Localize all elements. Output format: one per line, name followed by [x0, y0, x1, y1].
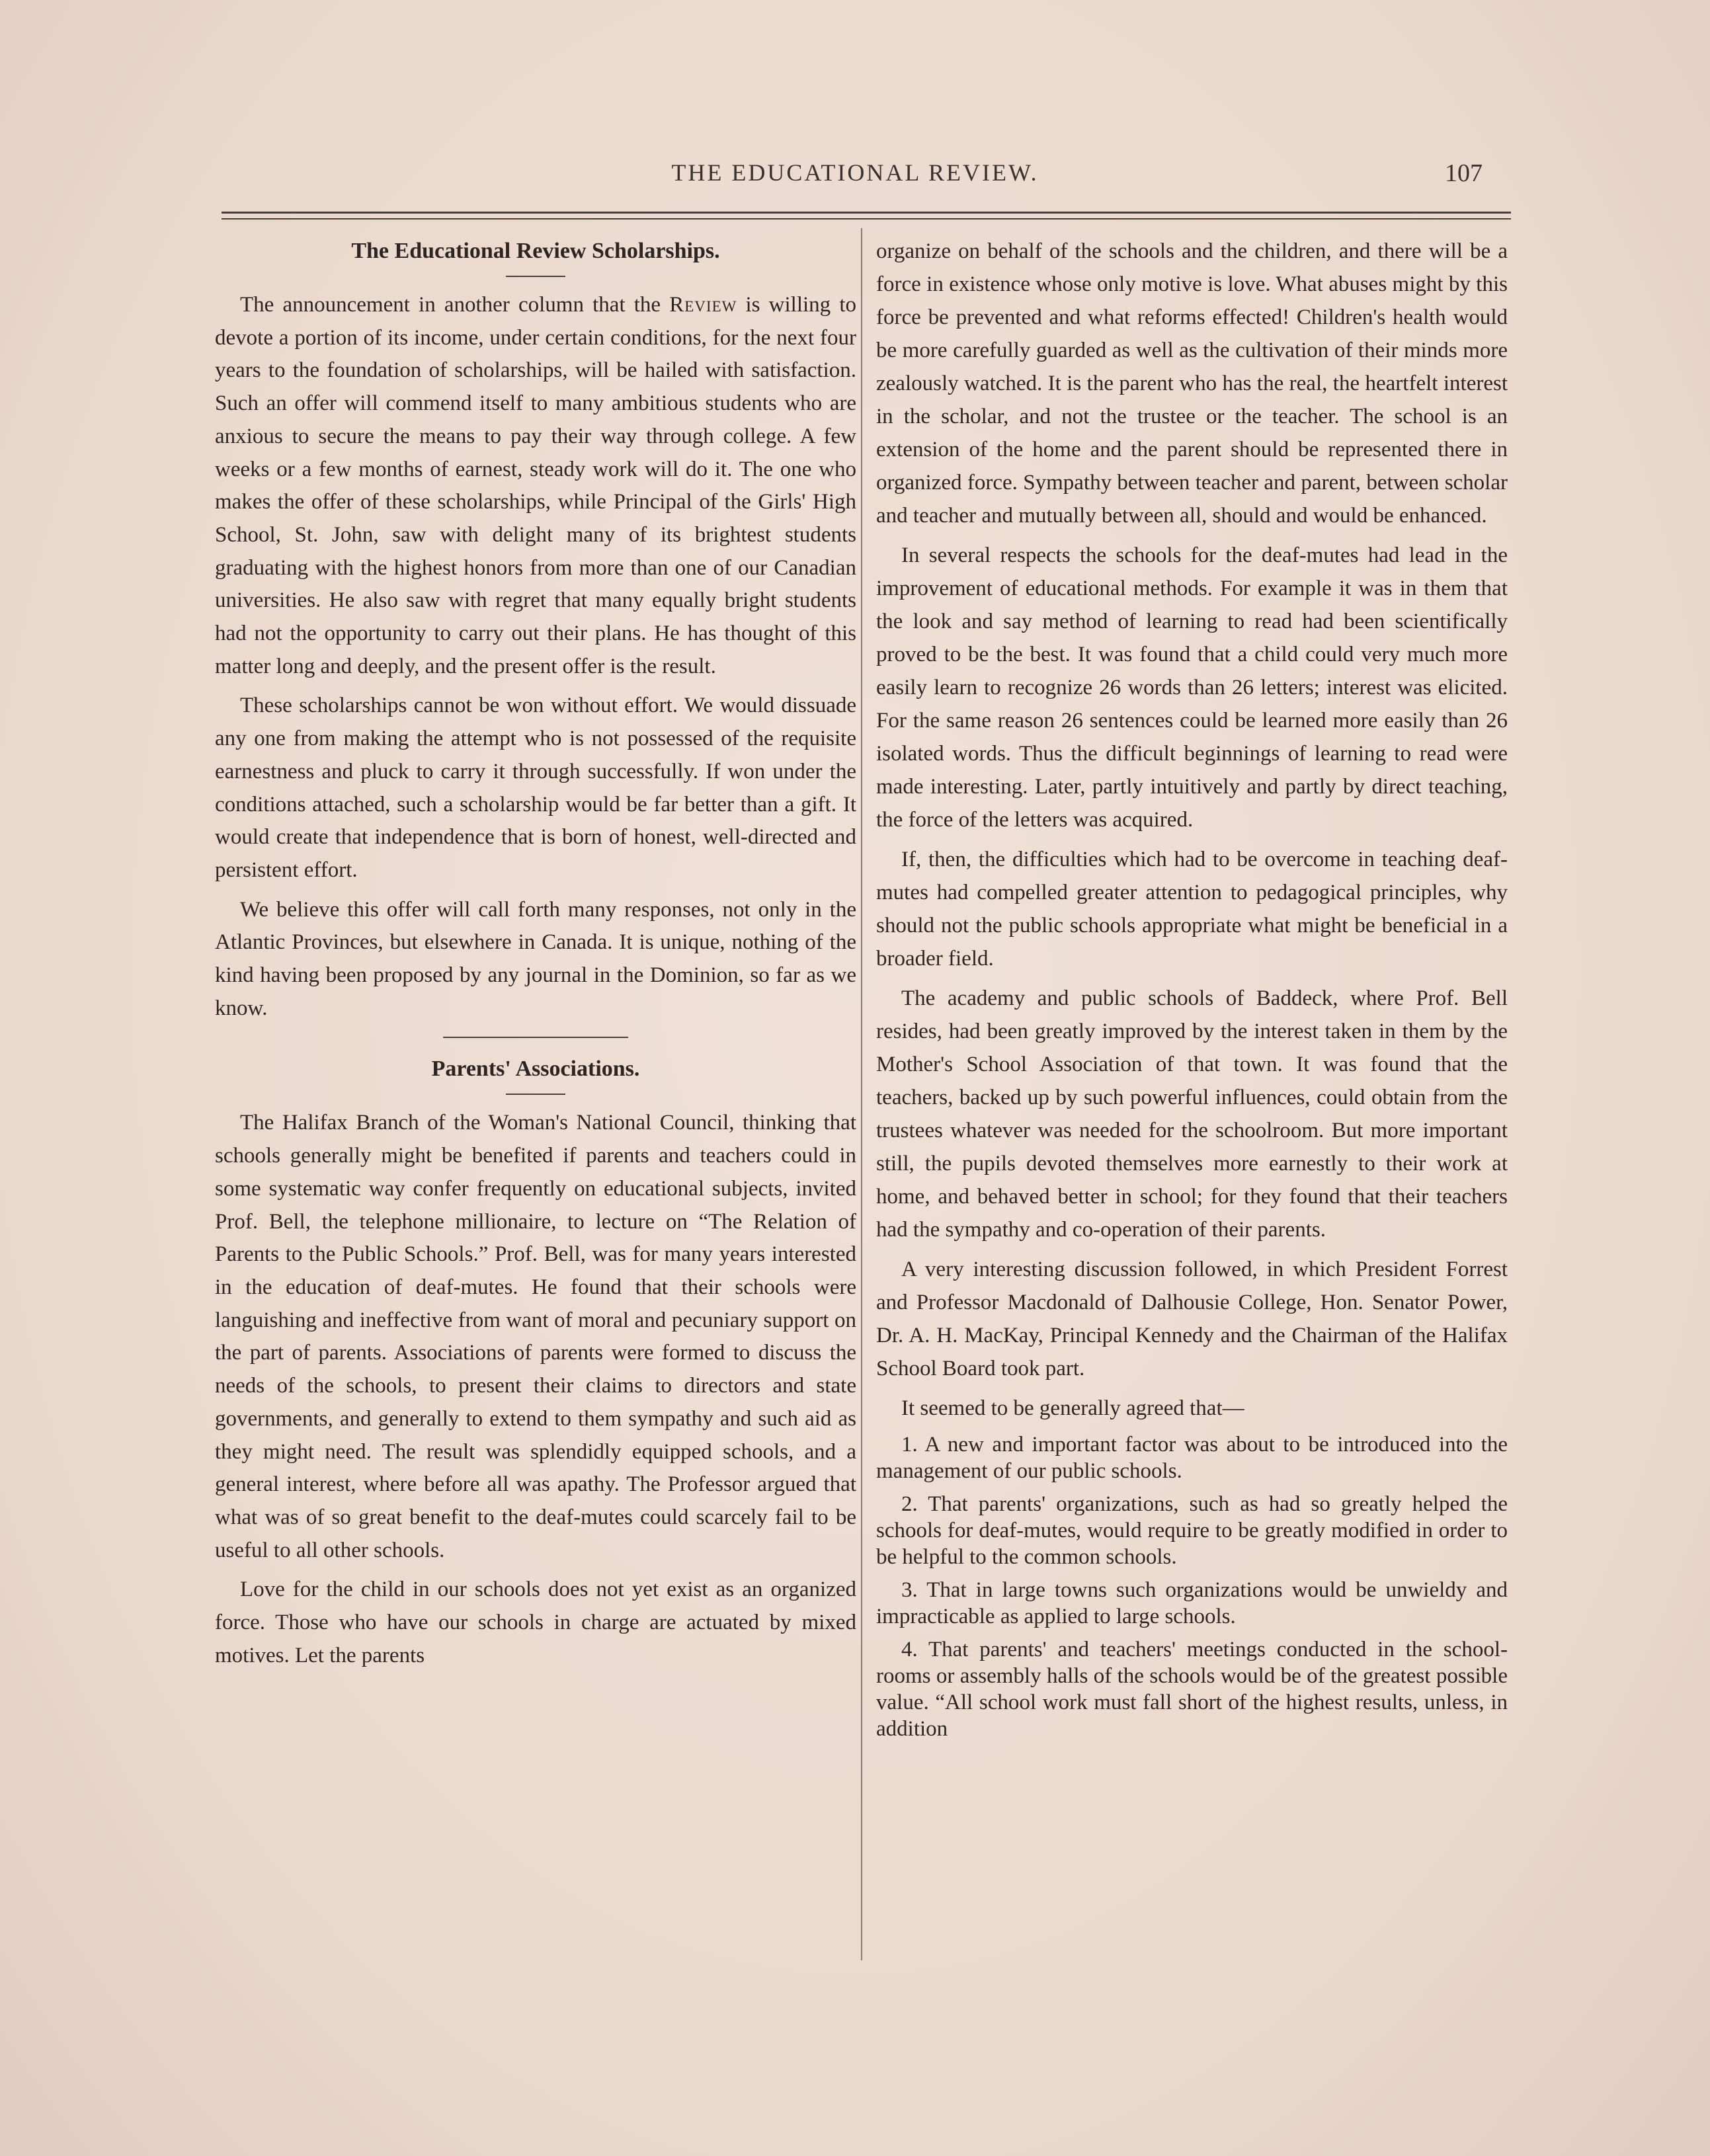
paragraph-text: is willing to devote a portion of its income, under certain conditions, for the next four years to the foundation of scholarships, will be hailed with satisfaction. Such an offer will commend itself to many ambitious students who are anxious to secure the means to pay their way through college. A few weeks or a few months of earnest, steady work will do it. The one who makes the offer of these scholarships, while Principal of the Girls' High School, St. John, saw with delight many of its brightest students graduating with the highest honors from more than one of our Canadian universities. He also saw with regret that many equally bright students had not the opportunity to carry out their plans. He has thought of this matter long and deeply, and the present offer is the result.	[215, 293, 857, 678]
column-divider	[861, 228, 862, 1960]
right-paragraph-4: The academy and public schools of Baddeck, where Prof. Bell resides, had been greatly improved by the interest taken in them by the Mother's School Association of that town. It was found that the teachers, backed up by such powerful influences, could obtain from the trustees whatever was needed for the schoolroom. But more important still, the pupils devoted themselves more earnestly to their work at home, and behaved better in school; for they found that their teachers had the sympathy and co-operation of their parents.	[876, 986, 1508, 1242]
agreement-item: 3. That in large towns such organizations would be unwieldy and impracticable as applied to large schools.	[876, 1578, 1508, 1628]
title-rule	[506, 1094, 565, 1095]
scholarships-paragraph-2: These scholarships cannot be won without effort. We would dissuade any one from making the attempt who is not possessed of the requisite earnestness and pluck to carry it through successfully. If won under the conditions attached, such a scholarship would be far better than a gift. It would create that independence that is born of honest, well-directed and persistent effort.	[215, 694, 856, 882]
right-paragraph-3: If, then, the difficulties which had to be overcome in teaching deaf-mutes had compelled greater attention to pedagogical principles, why should not the public schools appropriate what might be beneficial in a broader field.	[876, 848, 1508, 971]
page-number: 107	[1445, 159, 1483, 187]
right-paragraph-6: It seemed to be generally agreed that—	[901, 1396, 1244, 1420]
title-rule	[506, 276, 565, 277]
agreement-item: 4. That parents' and teachers' meetings conducted in the school-rooms or assembly halls of the schools would be of the greatest possible value. “All school work must fall short of the highest results, unless, in addition	[876, 1638, 1508, 1741]
header-rule-top	[222, 212, 1511, 214]
right-column	[876, 235, 1508, 1742]
agreement-item: 1. A new and important factor was about to be introduced into the management of our public schools.	[876, 1433, 1508, 1483]
header-rule-bottom	[222, 218, 1511, 220]
scholarships-title: The Educational Review Scholarships.	[351, 239, 720, 263]
left-column	[215, 235, 856, 1672]
parents-paragraph-1: The Halifax Branch of the Woman's National Council, thinking that schools generally might be benefited if parents and teachers could in some systematic way confer frequently on educational subjects, invited Prof. Bell, the telephone millionaire, to lecture on “The Relation of Parents to the Public Schools.” Prof. Bell, was for many years interested in the education of deaf-mutes. He found that their schools were languishing and ineffective from want of moral and pecuniary support on the part of parents. Associations of parents were formed to discuss the needs of the schools, to present their claims to directors and state governments, and generally to extend to them sympathy and such aid as they might need. The result was splendidly equipped schools, and a general interest, where before all was apathy. The Professor argued that what was of so great benefit to the deaf-mutes could scarcely fail to be useful to all other schools.	[215, 1111, 856, 1562]
running-header: THE EDUCATIONAL REVIEW.	[671, 159, 1039, 186]
section-divider	[443, 1037, 628, 1038]
review-name: Review	[669, 293, 737, 317]
right-paragraph-1: organize on behalf of the schools and the children, and there will be a force in existence whose only motive is love. What abuses might by this force be prevented and what reforms effected! Children's health would be more carefully guarded as well as the cultivation of their minds more zealously watched. It is the parent who has the real, the heartfelt interest in the scholar, and not the trustee or the teacher. The school is an extension of the home and the parent should be represented there in organized force. Sympathy between teacher and parent, between scholar and teacher and mutually between all, should and would be enhanced.	[876, 239, 1508, 528]
agreement-item: 2. That parents' organizations, such as had so greatly helped the schools for deaf-mutes, would require to be greatly modified in order to be helpful to the common schools.	[876, 1492, 1508, 1569]
parents-associations-title: Parents' Associations.	[431, 1057, 640, 1082]
scholarships-paragraph-3: We believe this offer will call forth many responses, not only in the Atlantic Provinces, but elsewhere in Canada. It is unique, nothing of the kind having been proposed by any journal in the Dominion, so far as we know.	[215, 897, 856, 1020]
right-paragraph-2: In several respects the schools for the deaf-mutes had lead in the improvement of educational methods. For example it was in them that the look and say method of learning to read had been scientifically proved to be the best. It was found that a child could very much more easily learn to recognize 26 words than 26 letters; interest was elicited. For the same reason 26 sentences could be learned more easily than 26 isolated words. Thus the difficult beginnings of learning to read were made interesting. Later, partly intuitively and partly by direct teaching, the force of the letters was acquired.	[876, 543, 1508, 832]
parents-paragraph-2: Love for the child in our schools does not yet exist as an organized force. Those who have our schools in charge are actuated by mixed motives. Let the parents	[215, 1577, 856, 1667]
scholarships-paragraph-1	[215, 289, 856, 683]
paragraph-text: The announcement in another column that the	[240, 293, 670, 317]
right-paragraph-5: A very interesting discussion followed, in which President Forrest and Professor Macdonald of Dalhousie College, Hon. Senator Power, Dr. A. H. MacKay, Principal Kennedy and the Chairman of the Halifax School Board took part.	[876, 1258, 1508, 1380]
